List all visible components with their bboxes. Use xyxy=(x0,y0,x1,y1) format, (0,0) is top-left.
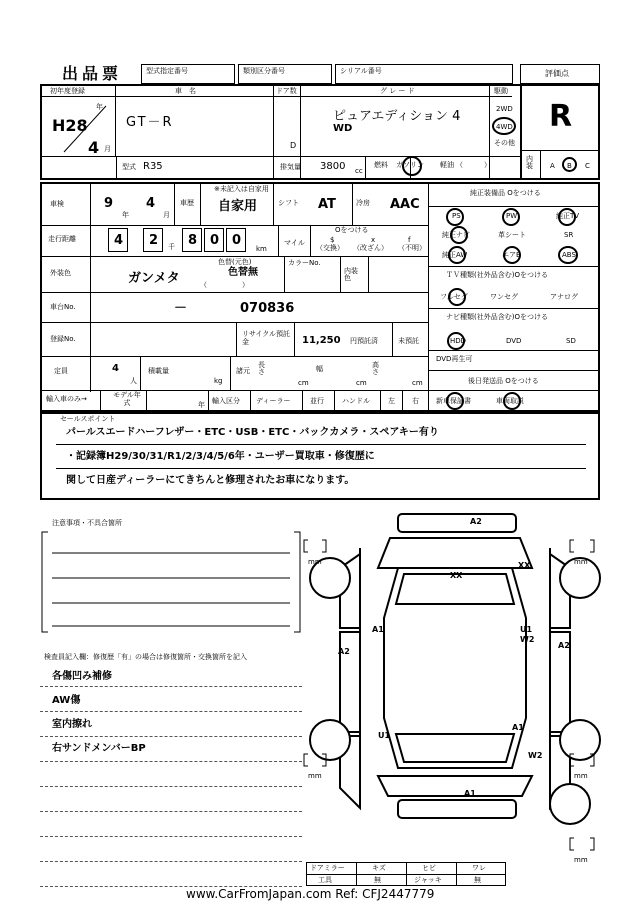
trunk xyxy=(378,776,532,796)
length-label: 長さ xyxy=(258,361,265,376)
drive-4wd-circle xyxy=(492,117,516,135)
color-change-label: 色替(元色) xyxy=(218,258,252,266)
first-reg-label: 初年度登録 xyxy=(50,87,85,95)
legend-value-2: ジャッキ xyxy=(414,876,442,884)
history-label: 車歴 xyxy=(180,199,194,207)
mileage-digit-5: 0 xyxy=(232,233,242,248)
damage-label-2: XX xyxy=(450,571,463,580)
meter-modified-sym: x xyxy=(371,236,376,244)
mileage-label: 走行距離 xyxy=(48,235,76,243)
model-cert-label: 型式指定番号 xyxy=(146,67,188,75)
fuel-diesel: 軽油 xyxy=(440,161,454,169)
chassis-label: 車台No. xyxy=(50,303,76,311)
hood xyxy=(378,538,532,568)
month-unit: 月 xyxy=(104,145,111,153)
sales-point-line-1: パールスエードハーフレザー・ETC・USB・ETC・バックカメラ・スペアキー有り xyxy=(66,427,439,438)
dvd-player: DVD再生可 xyxy=(436,355,473,363)
equip-abs: ABS xyxy=(562,251,576,259)
damage-label-6: W2 xyxy=(520,635,535,644)
mm-rear-left: mm xyxy=(308,772,322,780)
import-dealer: ディーラー xyxy=(256,397,291,405)
rating-label: 評価点 xyxy=(545,69,569,78)
cooler-value: AAC xyxy=(390,197,420,212)
color-no-label: カラーNo. xyxy=(288,259,321,267)
equip-airbag: エアB xyxy=(502,251,521,259)
meter-exchange-sym: $ xyxy=(330,236,335,244)
delivery-manual-circle xyxy=(503,392,521,410)
mm-front-right: mm xyxy=(574,558,588,566)
dimension-label: 諸元 xyxy=(236,367,250,375)
equip-aw-circle xyxy=(448,246,466,264)
displacement-unit: cc xyxy=(355,167,363,175)
length-unit: cm xyxy=(298,379,309,387)
car-name-value: GT－R xyxy=(126,115,174,130)
tv-fullseg: フルセグ xyxy=(440,293,468,301)
capacity-value: 4 xyxy=(112,363,119,374)
equip-aw: 純正AW xyxy=(442,251,468,259)
front-bumper xyxy=(398,514,516,532)
legend-header-scratch: キズ xyxy=(372,864,386,872)
drive-label: 駆動 xyxy=(494,87,508,95)
model-type-label: 型式 xyxy=(122,163,136,171)
equip-tv: 純正TV xyxy=(556,212,580,220)
tv-fullseg-circle xyxy=(448,288,466,306)
import-label: 輸入車のみ→ xyxy=(46,395,87,403)
damage-label-8: A2 xyxy=(558,641,570,650)
history-value: 自家用 xyxy=(218,199,258,214)
mileage-digit-box-4 xyxy=(204,228,224,252)
height-unit: cm xyxy=(412,379,423,387)
steering-left: 左 xyxy=(388,397,395,405)
category-label: 類別区分番号 xyxy=(243,67,285,75)
equip-ps-circle xyxy=(446,208,464,226)
rear-bumper xyxy=(398,800,516,818)
first-reg-year: H28 xyxy=(52,116,88,135)
damage-label-12: A1 xyxy=(464,789,476,798)
mileage-digit-3: 8 xyxy=(188,233,198,248)
inspection-month: 4 xyxy=(146,196,156,211)
damage-label-5: U1 xyxy=(520,625,533,634)
equip-ps: PS xyxy=(452,212,461,220)
interior-a: A xyxy=(550,162,555,170)
delivery-manual: 車両取説 xyxy=(496,397,524,405)
delivery-title: 後日発送品 Oをつける xyxy=(468,377,539,385)
mileage-digit-4: 0 xyxy=(210,233,220,248)
damage-label-9: U1 xyxy=(378,731,391,740)
equip-pw-circle xyxy=(502,208,520,226)
drive-4wd: 4WD xyxy=(496,123,513,131)
meter-attach-label: Oをつける xyxy=(335,226,369,234)
mileage-digit-1: 4 xyxy=(114,233,124,248)
height-label: 高さ xyxy=(372,361,379,376)
note-item-1: 各傷凹み補修 xyxy=(52,671,112,682)
equip-airbag-circle xyxy=(503,246,521,264)
notes-label: 注意事項・不具合箇所 xyxy=(52,519,122,527)
meter-unknown-sym: f xyxy=(408,236,411,244)
rating-header-box xyxy=(520,64,600,84)
note-item-4: 右サンドメンバーBP xyxy=(52,743,146,754)
notes-bracket xyxy=(40,528,302,636)
cabin xyxy=(384,568,526,768)
tv-analog: アナログ xyxy=(550,293,578,301)
shift-value: AT xyxy=(318,197,336,212)
navi-hdd: HDD xyxy=(450,337,467,345)
capacity-label: 定員 xyxy=(54,367,68,375)
legend-header-mirror: ドアミラー xyxy=(310,864,345,872)
sales-points-label: セールスポイント xyxy=(60,415,116,423)
cooler-label: 冷房 xyxy=(356,199,370,207)
damage-label-3: XX xyxy=(518,561,531,570)
car-name-label: 車 名 xyxy=(175,87,196,95)
legend-header-break: ワレ xyxy=(472,864,486,872)
navi-sd: SD xyxy=(566,337,576,345)
mileage-digit-box-3 xyxy=(182,228,202,252)
rating-value: R xyxy=(549,99,573,134)
serial-box xyxy=(335,64,513,84)
model-type-value: R35 xyxy=(143,161,163,172)
grade-label: グ レ ー ド xyxy=(380,87,415,95)
legend-value-1: 無 xyxy=(374,876,381,884)
displacement-label: 排気量 xyxy=(280,163,301,171)
grade-value-line1: ピュアエディション 4 xyxy=(333,109,461,124)
equip-navi: 純正ナビ xyxy=(442,231,470,239)
meter-modified-label: （改ざん） xyxy=(353,244,388,252)
inspector-label: 検査員記入欄：修復歴「有」の場合は修復箇所・交換箇所を記入 xyxy=(44,653,247,661)
mile-label: マイル xyxy=(284,239,305,247)
inspection-label: 車検 xyxy=(50,200,64,208)
mileage-digit-box-5 xyxy=(226,228,246,252)
tv-type-title: ＴＶ種類(社外品含む)Oをつける xyxy=(446,271,548,279)
drive-other: その他 xyxy=(494,139,515,147)
mileage-digit-2: 2 xyxy=(149,233,159,248)
chassis-dash: － xyxy=(174,301,188,316)
displacement-value: 3800 xyxy=(320,161,346,172)
grade-value-line2: WD xyxy=(333,123,353,134)
steering-label: ハンドル xyxy=(342,397,370,405)
damage-label-10: A1 xyxy=(512,723,524,732)
doors-label: ドア数 xyxy=(276,87,297,95)
model-cert-box xyxy=(141,64,235,84)
import-parallel: 並行 xyxy=(310,397,324,405)
year-unit: 年 xyxy=(96,103,103,111)
category-box xyxy=(238,64,332,84)
equip-leather: 革シート xyxy=(498,231,526,239)
delivery-warranty: 新車保証書 xyxy=(436,397,471,405)
meter-exchange-label: （交換） xyxy=(316,244,344,252)
fuel-gasoline-circle xyxy=(402,156,422,176)
damage-label-1: A2 xyxy=(470,517,482,526)
recycle-label: リサイクル預託金 xyxy=(242,330,291,347)
equip-sr: SR xyxy=(564,231,574,239)
width-unit: cm xyxy=(356,379,367,387)
mm-spare: mm xyxy=(574,856,588,864)
inspection-year: 9 xyxy=(104,196,114,211)
model-year-unit: 年 xyxy=(198,401,205,409)
interior-c: C xyxy=(585,162,590,170)
damage-label-7: A2 xyxy=(338,647,350,656)
spare-wheel xyxy=(550,784,590,824)
note-item-3: 室内擦れ xyxy=(52,719,92,730)
mm-front-left: mm xyxy=(308,558,322,566)
equipment-title: 純正装備品 Oをつける xyxy=(470,189,541,197)
recycle-pending: 未預託 xyxy=(398,337,419,345)
navi-hdd-circle xyxy=(447,332,465,350)
legend-row-label: 工具 xyxy=(318,876,332,884)
history-note: ※未記入は自家用 xyxy=(214,185,269,193)
mileage-digit-box-2 xyxy=(143,228,163,252)
inspection-year-unit: 年 xyxy=(122,211,129,219)
meter-unknown-label: （不明） xyxy=(398,244,426,252)
color-value: ガンメタ xyxy=(128,271,180,286)
tv-oneseg: ワンセグ xyxy=(490,293,518,301)
mileage-unit: km xyxy=(256,245,267,253)
interior-color-label: 内装色 xyxy=(344,267,358,282)
legend-header-crack: ヒビ xyxy=(422,864,436,872)
steering-right: 右 xyxy=(412,397,419,405)
wheel-rear-left xyxy=(310,720,350,760)
interior-label: 内装 xyxy=(526,155,533,170)
drive-2wd: 2WD xyxy=(496,105,513,113)
damage-label-11: W2 xyxy=(528,751,543,760)
load-unit: kg xyxy=(214,377,223,385)
navi-type-title: ナビ種類(社外品含む)Oをつける xyxy=(446,313,548,321)
sales-point-line-3: 関して日産ディーラーにてきちんと修理されたお車になります。 xyxy=(66,475,355,486)
recycle-unit: 円預託済 xyxy=(350,337,378,345)
damage-label-4: A1 xyxy=(372,625,384,634)
door-value: D xyxy=(290,141,297,150)
color-change-value: 色替無 xyxy=(228,267,258,278)
interior-b-circle xyxy=(562,157,577,172)
sales-point-line-2: ・記録簿H29/30/31/R1/2/3/4/5/6年・ユーザー買取車・修復歴に xyxy=(66,451,375,462)
mileage-digit-box-1 xyxy=(108,228,128,252)
recycle-value: 11,250 xyxy=(302,335,341,346)
model-year-label: モデル年式 xyxy=(113,391,141,407)
color-label: 外装色 xyxy=(50,269,71,277)
interior-b: B xyxy=(567,162,572,170)
reg-no-label: 登録No. xyxy=(50,335,76,343)
page-title: 出品票 xyxy=(62,64,123,83)
fuel-paren: （ ） xyxy=(456,161,491,169)
width-label: 幅 xyxy=(316,365,323,373)
inspection-month-unit: 月 xyxy=(163,211,170,219)
equip-abs-circle xyxy=(558,246,578,264)
equip-tv-circle xyxy=(558,208,576,226)
load-label: 積載量 xyxy=(148,367,169,375)
mileage-sep: 千 xyxy=(168,243,175,251)
capacity-unit: 人 xyxy=(130,377,137,385)
shift-label: シフト xyxy=(278,199,299,207)
first-reg-month: 4 xyxy=(88,138,100,157)
chassis-value: 070836 xyxy=(240,301,295,316)
car-damage-diagram xyxy=(300,508,610,880)
rear-window xyxy=(396,734,514,762)
delivery-warranty-circle xyxy=(446,392,464,410)
fuel-label: 燃料 xyxy=(374,161,388,169)
navi-dvd: DVD xyxy=(506,337,522,345)
serial-label: シリアル番号 xyxy=(340,67,382,75)
equip-pw: PW xyxy=(506,212,518,220)
mm-rear-right: mm xyxy=(574,772,588,780)
note-item-2: AW傷 xyxy=(52,695,81,706)
import-category-label: 輸入区分 xyxy=(212,397,240,405)
fuel-gasoline: ガソリン xyxy=(396,161,424,169)
legend-value-3: 無 xyxy=(474,876,481,884)
equip-navi-circle xyxy=(450,226,468,244)
color-change-paren: （ ） xyxy=(200,281,249,289)
footer-watermark: www.CarFromJapan.com Ref: CFJ2447779 xyxy=(186,887,435,901)
